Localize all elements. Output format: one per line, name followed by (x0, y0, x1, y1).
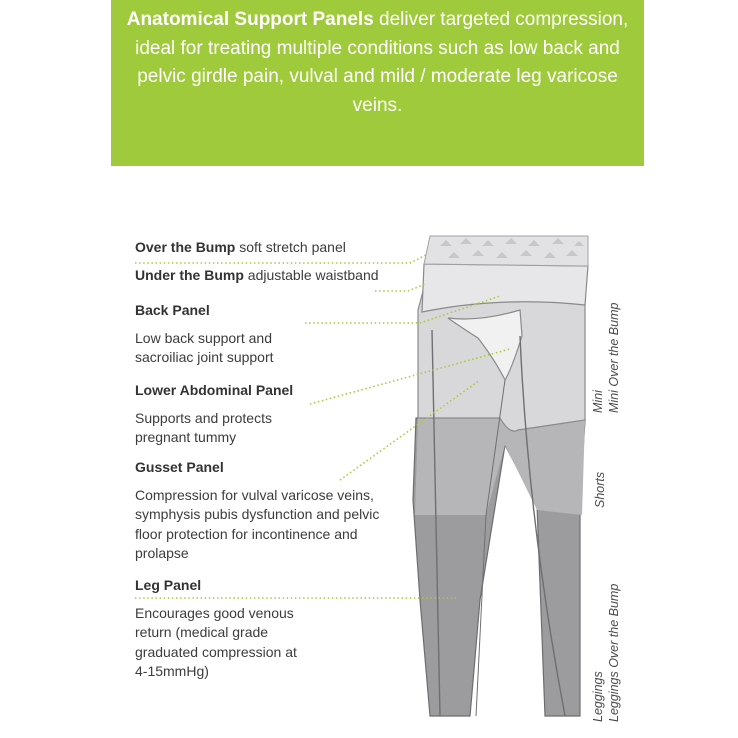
label-under-the-bump-title: Under the Bump (135, 267, 244, 283)
banner-text: deliver targeted compression, ideal for treating multiple conditions such as low back and pelvic girdle pain, vulval and mild / moderate leg varicose veins. (135, 9, 629, 116)
length-shorts: Shorts (593, 471, 607, 508)
length-mini-over-the-bump: Mini Over the Bump (607, 302, 621, 413)
label-back-panel-title: Back Panel (135, 302, 210, 318)
length-leggings-over-the-bump: Leggings Over the Bump (607, 583, 621, 722)
leader-under-bump (375, 284, 425, 291)
banner-heading: Anatomical Support Panels (126, 9, 374, 30)
label-back-panel (135, 301, 305, 368)
label-lower-abdominal-panel (135, 381, 295, 448)
label-lower-abdominal-title: Lower Abdominal Panel (135, 382, 294, 398)
label-lower-abdominal-desc: Supports and protects pregnant tummy (135, 409, 272, 445)
label-over-the-bump (135, 238, 346, 258)
label-under-the-bump-suffix: adjustable waistband (243, 267, 379, 283)
label-gusset-title: Gusset Panel (135, 459, 224, 475)
over-the-bump-panel (424, 236, 588, 266)
label-gusset-desc: Compression for vulval varicose veins, symphysis pubis dysfunction and pelvic floor protection for incontinence and prolapse (135, 486, 380, 561)
label-leg-panel-title: Leg Panel (135, 577, 202, 593)
length-leggings: Leggings (591, 671, 605, 722)
label-leg-panel (135, 576, 305, 682)
label-over-the-bump-suffix: soft stretch panel (235, 239, 346, 255)
length-mini: Mini (591, 390, 605, 413)
label-leg-panel-desc: Encourages good venous return (medical grade graduated compression at 4-15mmHg) (135, 604, 297, 679)
label-over-the-bump-title: Over the Bump (135, 239, 236, 255)
label-under-the-bump (135, 266, 379, 286)
label-gusset-panel (135, 458, 385, 564)
label-back-panel-desc: Low back support and sacroiliac joint support (135, 329, 274, 365)
